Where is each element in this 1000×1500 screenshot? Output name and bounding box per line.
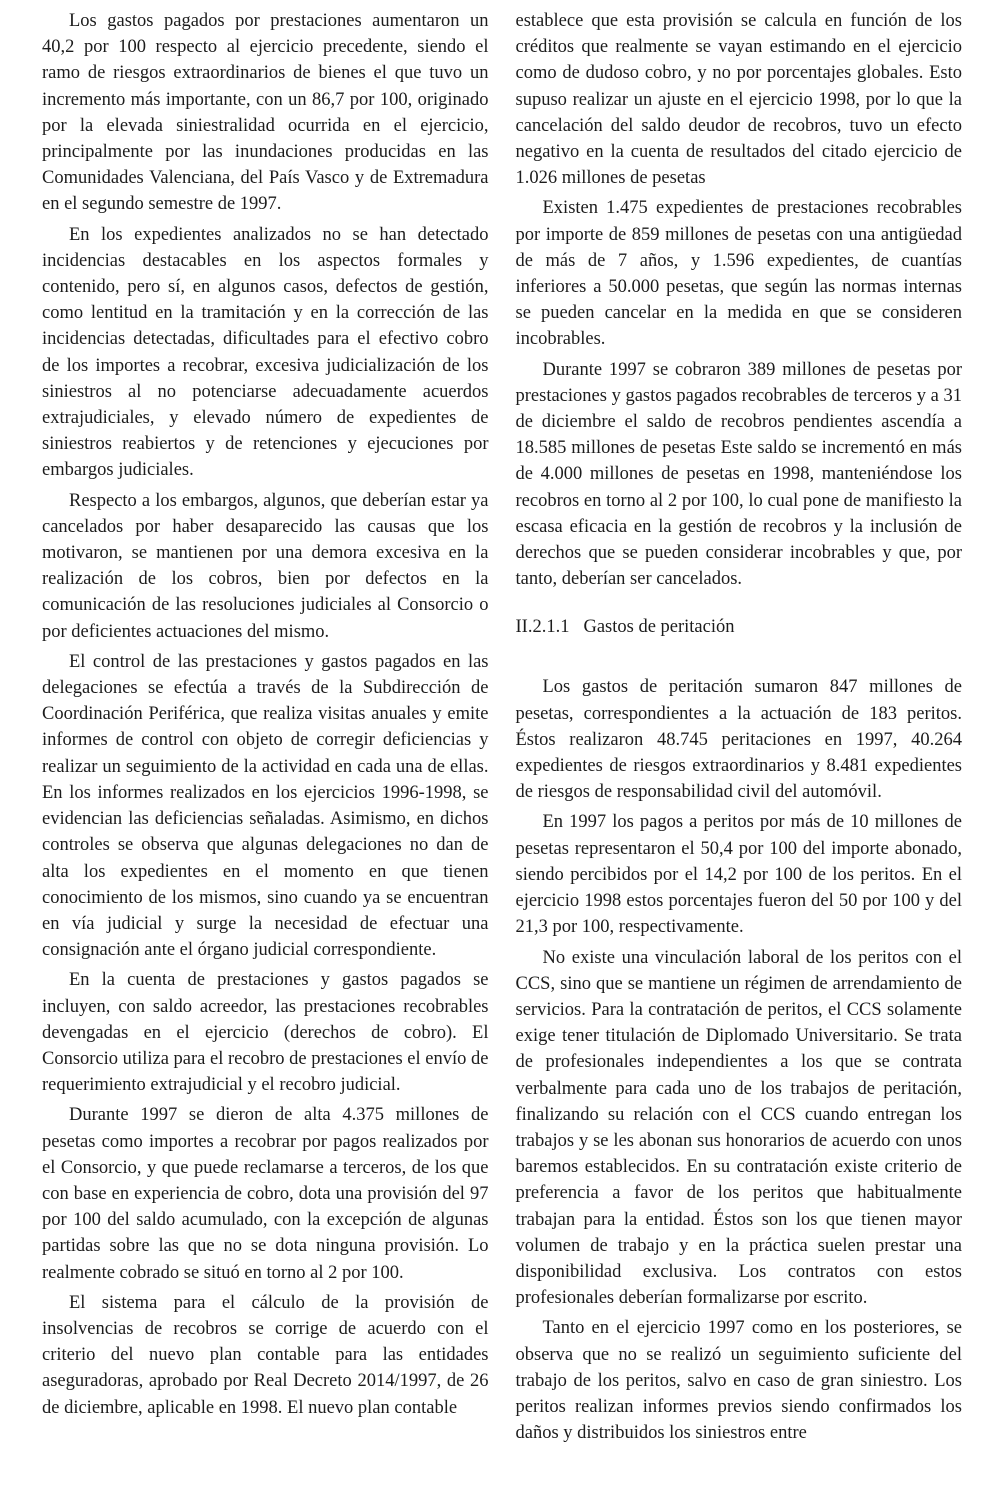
paragraph: En 1997 los pagos a peritos por más de 10 millones de pesetas representaron el 50,4 por 100 del importe abonado, siendo percibidos por el 14,2 por 100 de los peritos. En el ejercicio 1998 estos porcentajes fueron del 50 por 100 y del 21,3 por 100, respectivamente. [515, 812, 962, 938]
right-column [516, 8, 963, 1500]
paragraph: No existe una vinculación laboral de los peritos con el CCS, sino que se mantiene un régimen de arrendamiento de servicios. Para la contratación de peritos, el CCS solamente exige tener titulación de Diplomado Universitario. Se trata de profesionales independientes a los que se contrata verbalmente para cada uno de los trabajos de peritación, finalizando su relación con el CCS cuando entregan los trabajos y se les abonan sus honorarios de acuerdo con unos baremos establecidos. En su contratación existe criterio de preferencia a favor de los peritos que habitualmente trabajan para la entidad. Éstos son los que tienen mayor volumen de trabajo y en la práctica suelen prestar una disponibilidad exclusiva. Los contratos con estos profesionales deberían formalizarse por escrito. [515, 947, 962, 1309]
section-number: II.2.1.1 [515, 617, 570, 638]
paragraph-continuation: establece que esta provisión se calcula en función de los créditos que realmente se vayan estimando en el ejercicio como de dudoso cobro, y no por porcentajes globales. Esto supuso realizar un ajuste en el ejercicio 1998, por lo que la cancelación del saldo deudor de recobros, tuvo un efecto negativo en la cuenta de resultados del citado ejercicio de 1.026 millones de pesetas [515, 11, 962, 189]
paragraph: El sistema para el cálculo de la provisión de insolvencias de recobros se corrige de acuerdo con el criterio del nuevo plan contable para las entidades aseguradoras, aprobado por Real Decreto 2014/1997, de 26 de diciembre, aplicable en 1998. El nuevo plan contable [42, 1292, 489, 1418]
paragraph: En los expedientes analizados no se han detectado incidencias destacables en los aspectos formales y contenido, pero sí, en algunos casos, defectos de gestión, como lentitud en la tramitación y en la corrección de las incidencias detectadas, dificultades para el efectivo cobro de los importes a recobrar, excesiva judicialización de los siniestros al no potenciarse adecuadamente acuerdos extrajudiciales, y elevado número de expedientes de siniestros reabiertos y de retenciones y ejecuciones por embargos judiciales. [42, 224, 489, 481]
paragraph: Respecto a los embargos, algunos, que deberían estar ya cancelados por haber desaparecido las causas que los motivaron, se mantienen por una demora excesiva en la realización de los cobros, bien por defectos en la comunicación de las resoluciones judiciales al Consorcio o por deficientes actuaciones del mismo. [42, 490, 489, 642]
paragraph: Durante 1997 se dieron de alta 4.375 millones de pesetas como importes a recobrar por pagos realizados por el Consorcio, y que puede reclamarse a terceros, de los que con base en experiencia de cobro, dota una provisión del 97 por 100 del saldo acumulado, con la excepción de algunas partidas sobre las que no se dota ninguna provisión. Lo realmente cobrado se situó en torno al 2 por 100. [42, 1105, 489, 1283]
left-column [42, 8, 489, 1500]
paragraph: Los gastos pagados por prestaciones aumentaron un 40,2 por 100 respecto al ejercicio precedente, siendo el ramo de riesgos extraordinarios de bienes el que tuvo un incremento más importante, con un 86,7 por 100, originado por la elevada siniestralidad ocurrida en el ejercicio, principalmente por las inundaciones producidas en las Comunidades Valenciana, del País Vasco y de Extremadura en el segundo semestre de 1997. [42, 11, 489, 215]
paragraph: En la cuenta de prestaciones y gastos pagados se incluyen, con saldo acreedor, las prestaciones recobrables devengadas en el ejercicio (derechos de cobro). El Consorcio utiliza para el recobro de prestaciones el envío de requerimiento extrajudicial y el recobro judicial. [42, 970, 489, 1096]
section-heading [516, 614, 963, 640]
paragraph: Existen 1.475 expedientes de prestaciones recobrables por importe de 859 millones de pesetas con una antigüedad de más de 7 años, y 1.596 expedientes, de cuantías inferiores a 50.000 pesetas, que según las normas internas se pueden cancelar en la medida en que se consideren incobrables. [515, 198, 962, 350]
section-title: Gastos de peritación [583, 617, 735, 638]
paragraph: Tanto en el ejercicio 1997 como en los posteriores, se observa que no se realizó un seguimiento suficiente del trabajo de los peritos, salvo en caso de gran siniestro. Los peritos realizan informes previos siendo confirmados los daños y distribuidos los siniestros entre [515, 1318, 962, 1444]
paragraph: Los gastos de peritación sumaron 847 millones de pesetas, correspondientes a la actuación de 183 peritos. Éstos realizaron 48.745 peritaciones en 1997, 40.264 expedientes de riesgos extraordinarios y 8.481 expedientes de riesgos de responsabilidad civil del automóvil. [515, 677, 962, 803]
paragraph: El control de las prestaciones y gastos pagados en las delegaciones se efectúa a través de la Subdirección de Coordinación Periférica, que realiza visitas anuales y emite informes de control con objeto de corregir deficiencias y realizar un seguimiento de la actividad en cada una de ellas. En los informes realizados en los ejercicios 1996-1998, se evidencian las deficiencias señaladas. Asimismo, en dichos controles se observa que algunas delegaciones no dan de alta los expedientes en el momento en que tienen conocimiento de los mismos, sino cuando ya se encuentran en vía judicial y surge la necesidad de efectuar una consignación ante el órgano judicial correspondiente. [42, 651, 489, 961]
paragraph: Durante 1997 se cobraron 389 millones de pesetas por prestaciones y gastos pagados recobrables de terceros y a 31 de diciembre el saldo de recobros pendientes ascendía a 18.585 millones de pesetas Este saldo se incrementó en más de 4.000 millones de pesetas en 1998, manteniéndose los recobros en torno al 2 por 100, lo cual pone de manifiesto la escasa eficacia en la gestión de recobros y la inclusión de derechos que se pueden considerar incobrables y que, por tanto, deberían ser cancelados. [515, 359, 962, 590]
